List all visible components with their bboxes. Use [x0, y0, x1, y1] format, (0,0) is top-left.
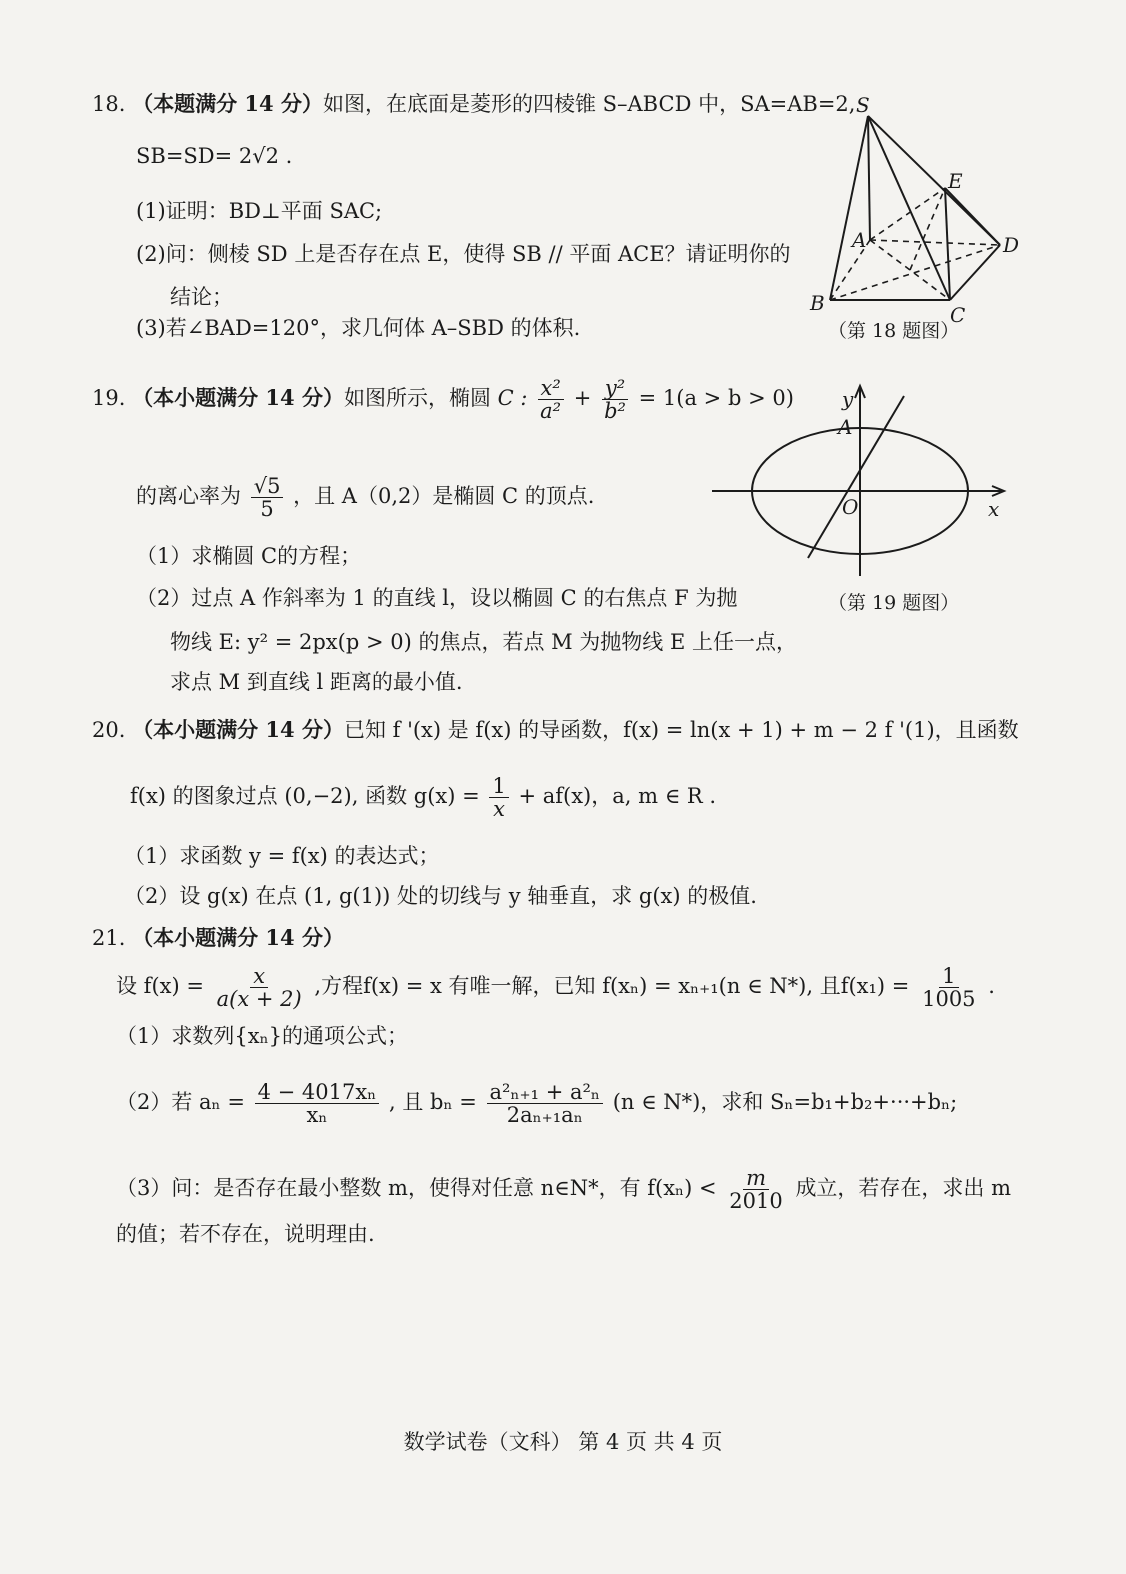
- q18-label-B: B: [810, 291, 825, 315]
- q18-stem-line1: [92, 90, 855, 118]
- q21-p2-post: (n ∈ N*)，求和 Sₙ=b₁+b₂+···+bₙ;: [612, 1090, 958, 1114]
- q19-caption: （第 19 题图）: [828, 592, 960, 614]
- q21-stem-c: .: [988, 974, 995, 998]
- q21-number: 21.: [92, 926, 126, 950]
- q19-part1: （1）求椭圆 C的方程；: [136, 544, 362, 568]
- q20-stem2b: + af(x)，a, m ∈ R .: [518, 784, 717, 808]
- q19-ellipse-name: C :: [497, 386, 528, 410]
- q21-f1-fraction: $\frac{1}{1005}$: [922, 963, 976, 1011]
- q21-f-fraction: $\frac{x}{a(x + 2)}$: [216, 963, 302, 1011]
- q21-heading-line: [92, 924, 344, 952]
- q19-heading: （本小题满分 14 分）: [132, 385, 344, 410]
- q21-p2-pre: （2）若 aₙ =: [116, 1090, 245, 1114]
- q18-part1: (1)证明：BD⊥平面 SAC;: [136, 199, 383, 223]
- q20-part2: （2）设 g(x) 在点 (1, g(1)) 处的切线与 y 轴垂直，求 g(x) 的极值.: [124, 884, 757, 908]
- q18-label-C: C: [950, 303, 966, 327]
- q19-ecc-fraction: $\frac{√5}{5}$: [251, 475, 284, 520]
- page-footer: 数学试卷（文科） 第 4 页 共 4 页: [403, 1430, 723, 1454]
- q19-fraction-x: $\frac{\text{x²}}{\text{a²}}$: [537, 377, 564, 422]
- q18-stem2: SB=SD= 2√2 .: [136, 144, 293, 168]
- q20-number: 20.: [92, 718, 126, 742]
- q18-heading: （本题满分 14 分）: [132, 91, 323, 116]
- q21-p3-post: 成立，若存在，求出 m: [795, 1176, 1012, 1200]
- q21-part3-line: [116, 1160, 1011, 1216]
- q19-label-x: x: [988, 497, 1000, 521]
- q20-stem1: 已知 f '(x) 是 f(x) 的导函数，f(x) = ln(x + 1) + m − 2 f '(1)，且函数: [343, 718, 1019, 742]
- q20-stem2a: f(x) 的图象过点 (0,−2), 函数 g(x) =: [130, 784, 480, 808]
- q21-part3b: 的值；若不存在，说明理由.: [116, 1222, 375, 1246]
- q19-eccentricity-line: [136, 468, 594, 524]
- q21-b-fraction: $\frac{\text{a²ₙ₊₁ + a²ₙ}}{\text{2aₙ₊₁aₙ}}$: [487, 1081, 604, 1126]
- q19-ecc-post: ，且 A（0,2）是椭圆 C 的顶点.: [293, 484, 595, 508]
- q19-equation-rest: = 1(a > b > 0): [638, 386, 794, 410]
- q18-label-D: D: [1003, 233, 1020, 257]
- q20-stem-line1: [92, 716, 1019, 744]
- q21-p3-pre: （3）问：是否存在最小整数 m，使得对任意 n∈N*，有 f(xₙ) <: [116, 1176, 717, 1200]
- q21-stem-line: [116, 958, 995, 1014]
- q20-heading: （本小题满分 14 分）: [132, 717, 344, 742]
- q19-stem1a: 如图所示，椭圆: [343, 386, 491, 410]
- q19-stem-line1: [92, 372, 794, 424]
- q19-number: 19.: [92, 386, 126, 410]
- q20-stem-line2: [130, 768, 716, 824]
- q18-label-A: A: [852, 228, 867, 252]
- q19-part2b: 物线 E: y² = 2px(p > 0) 的焦点，若点 M 为抛物线 E 上任一点，: [170, 630, 797, 654]
- q19-label-O: O: [842, 495, 859, 519]
- q21-m-fraction: $\frac{m}{2010}$: [729, 1165, 783, 1213]
- q18-number: 18.: [92, 92, 126, 116]
- q21-p2-mid: , 且 bₙ =: [388, 1090, 477, 1114]
- q19-ellipse-figure: [712, 380, 1012, 580]
- q21-stem-b: ,方程f(x) = x 有唯一解，已知 f(xₙ) = xₙ₊₁(n ∈ N*), 且f(x₁) =: [314, 974, 910, 998]
- q19-ecc-pre: 的离心率为: [136, 484, 241, 508]
- q21-stem-a: 设 f(x) =: [116, 974, 204, 998]
- q18-stem1: 如图，在底面是菱形的四棱锥 S–ABCD 中，SA=AB=2,: [322, 92, 856, 116]
- q21-a-fraction: $\frac{\text{4 − 4017xₙ}}{\text{xₙ}}$: [255, 1081, 380, 1126]
- q18-caption: （第 18 题图）: [828, 320, 960, 342]
- q19-part2c: 求点 M 到直线 l 距离的最小值.: [170, 670, 463, 694]
- q19-label-A: A: [838, 415, 853, 439]
- q19-plus: +: [573, 386, 592, 410]
- q21-heading: （本小题满分 14 分）: [132, 925, 344, 950]
- q20-g-fraction: $\frac{1}{x}$: [489, 775, 508, 820]
- q19-label-y: y: [842, 387, 854, 411]
- q18-part2a: (2)问：侧棱 SD 上是否存在点 E，使得 SB // 平面 ACE？请证明你的: [136, 242, 791, 266]
- q21-part2-line: [116, 1074, 957, 1130]
- q18-part2b: 结论；: [170, 285, 233, 309]
- q19-fraction-y: $\frac{\text{y²}}{\text{b²}}$: [601, 377, 629, 422]
- q21-part1: （1）求数列{xₙ}的通项公式；: [116, 1024, 409, 1048]
- q18-label-E: E: [948, 169, 963, 193]
- q18-label-S: S: [856, 93, 870, 117]
- q20-part1: （1）求函数 y = f(x) 的表达式；: [124, 844, 440, 868]
- q18-pyramid-figure: [800, 90, 1040, 330]
- q18-part3: (3)若∠BAD=120°，求几何体 A–SBD 的体积.: [136, 316, 581, 340]
- q19-part2a: （2）过点 A 作斜率为 1 的直线 l，设以椭圆 C 的右焦点 F 为抛: [136, 586, 738, 610]
